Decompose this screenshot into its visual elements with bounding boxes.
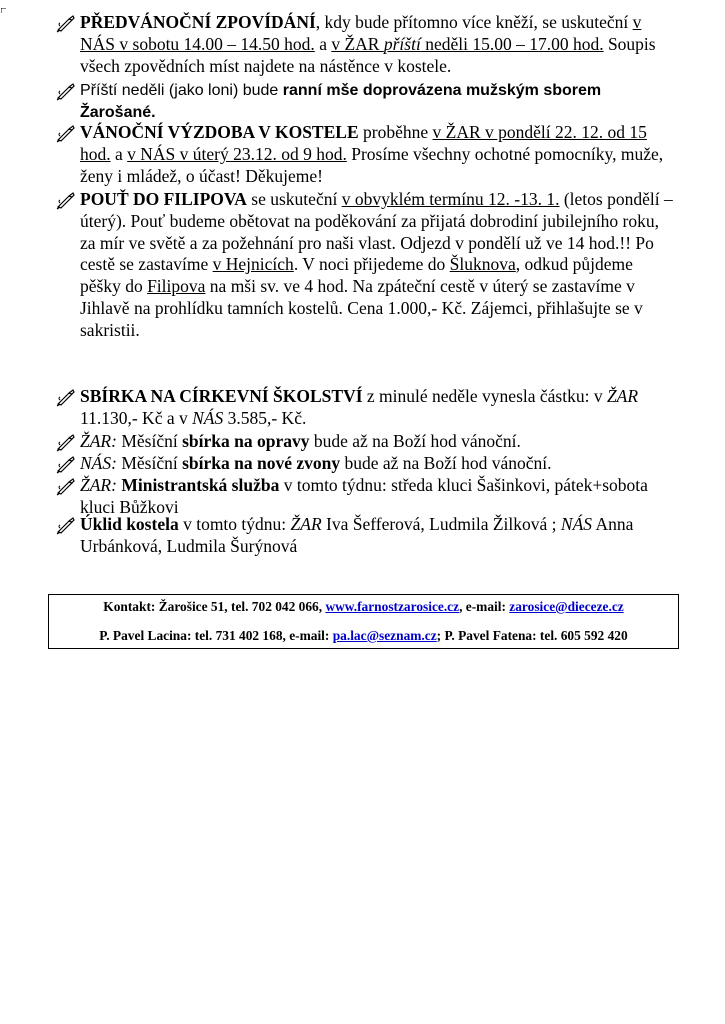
writing-hand-icon [56,82,76,102]
announcement-repairs-collection: ŽAR: Měsíční sbírka na opravy bude až na Boží hod vánoční. [56,431,678,453]
writing-hand-icon [56,14,76,34]
pilgrimage-title: POUŤ DO FILIPOVA [80,189,247,209]
announcement-cleaning: Úklid kostela v tomto týdnu: ŽAR Iva Šefferová, Ludmila Žilková ; NÁS Anna Urbánková, Ludmila Šurýnová [56,514,678,558]
announcement-altar-service: ŽAR: Ministrantská služba v tomto týdnu: středa kluci Šašinkovi, pátek+sobota kluci Bůžkovi [56,475,678,519]
priest-email-link[interactable]: pa.lac@seznam.cz [332,628,437,643]
announcement-choir: Příští neděli (jako loni) bude ranní mše doprovázena mužským sborem Žarošané. [56,80,678,124]
writing-hand-icon [56,455,76,475]
writing-hand-icon [56,388,76,408]
contact-line-2: P. Pavel Lacina: tel. 731 402 168, e-mail: pa.lac@seznam.cz; P. Pavel Fatena: tel. 605 592 420 [99,628,628,643]
announcement-confession: PŘEDVÁNOČNÍ ZPOVÍDÁNÍ, kdy bude přítomno více kněží, se uskuteční v NÁS v sobotu 14.00 – 14.50 hod. a v ŽAR příští neděli 15.00 – 17.00 hod. Soupis všech zpovědních míst najdete na nástěnce v kostele. [56,12,678,77]
collection-title: SBÍRKA NA CÍRKEVNÍ ŠKOLSTVÍ [80,386,363,406]
announcement-bells-collection: NÁS: Měsíční sbírka na nové zvony bude až na Boží hod vánoční. [56,453,678,475]
writing-hand-icon [56,124,76,144]
announcement-collection-school: SBÍRKA NA CÍRKEVNÍ ŠKOLSTVÍ z minulé neděle vynesla částku: v ŽAR 11.130,- Kč a v NÁS 3.585,- Kč. [56,386,678,430]
announcement-pilgrimage: POUŤ DO FILIPOVA se uskuteční v obvyklém termínu 12. -13. 1. (letos pondělí – úterý). Pouť budeme obětovat na poděkování za přijatá dobrodiní jubilejního roku, za mír ve světě a za požehnání pro naši vlast. Odjezd v pondělí už ve 14 hod.!! Po cestě se zastavíme v Hejnicích. V noci přijedeme do Šluknova, odkud půjdeme pěšky do Filipova na mši sv. ve 4 hod. Na zpáteční cestě v úterý se zastavíme v Jihlavě na prohlídku tamních kostelů. Cena 1.000,- Kč. Zájemci, přihlašujte se v sakristii. [56,189,678,342]
writing-hand-icon [56,433,76,453]
writing-hand-icon [56,191,76,211]
announcement-decoration: VÁNOČNÍ VÝZDOBA V KOSTELE proběhne v ŽAR v pondělí 22. 12. od 15 hod. a v NÁS v úterý 23.12. od 9 hod. Prosíme všechny ochotné pomocníky, muže, ženy i mládež, o účast! Děkujeme! [56,122,678,187]
parish-email-link[interactable]: zarosice@dieceze.cz [509,599,624,614]
cleaning-title: Úklid kostela [80,514,179,534]
contact-box [48,594,679,649]
writing-hand-icon [56,477,76,497]
website-link[interactable]: www.farnostzarosice.cz [325,599,460,614]
corner-mark [1,1,7,7]
decoration-title: VÁNOČNÍ VÝZDOBA V KOSTELE [80,122,359,142]
writing-hand-icon [56,516,76,536]
confession-title: PŘEDVÁNOČNÍ ZPOVÍDÁNÍ [80,12,316,32]
contact-line-1: Kontakt: Žarošice 51, tel. 702 042 066, www.farnostzarosice.cz, e-mail: zarosice@dieceze.cz [103,599,624,614]
